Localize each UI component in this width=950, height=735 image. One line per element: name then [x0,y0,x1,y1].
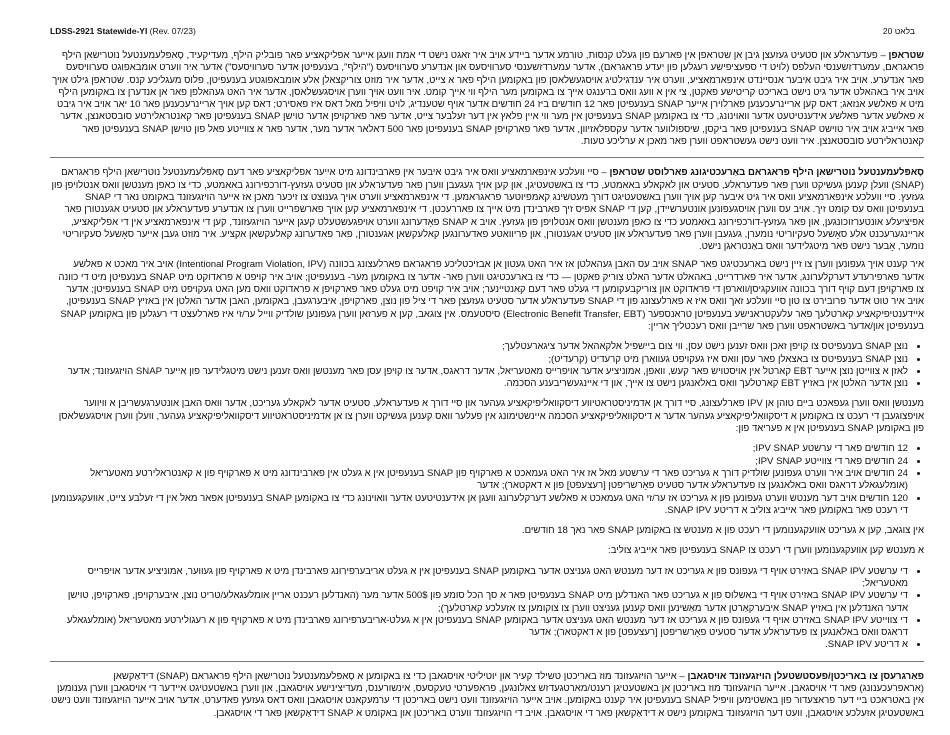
snap-privacy-section [50,167,924,253]
snap-privacy-title: סָאפּלעמענטעל נוטרישאן הילף פראגראם באַרעכטיגונג פארלוסט שטראפן [609,167,924,179]
list-item: • נוצן SNAP בענעפיטס צו קויפן זאכן וואס זענען נישט עסן, ווי צום ביישפיל אלקאהאל אדער ציגארעטלעך; [50,341,908,353]
list-item: • די צווייטע SNAP IPV באזירט אויף די געפונס פון א געריכט אז דער מענטש האט געניצט אדער באקומען SNAP בענעפיטן אין א געלט-אריבערפירונג פארבינדן מיט א פארקויף פון א רעגולירטע מאטעריאל (אומלעגאלע דראגס וואס באלאנגען צו פעדעראלע אדער סטעיט פאָרשריפטן [רעצעפט] פון א דאקטאר); אדער [50,615,908,640]
ipv-penalty-intro: מענטשן וואס ווערן געפאכט ביים טוהן אן IPV פארלעצונג, סיי דורך אן אדמיניסטראטיווע דיסקוואליפיקאציע געהער און סיי דורך א פעדעראלע, סטעיט אדער לאקאלע געריכט, אדער וואס האבן אונטערגעשריבן א וויווער אויפצוגעבן די רעכט צו באקומען א דיסקוואליפיקאציע געהער אדער א דיסקוואליפיקאציע הסכמה איינשטימונג אין פעלער וואס קענען געשיקט ווערן צו אן אדמיניסטראטיווע דיסקוואליפיקאציע געהער, וועלן ווערן אויסגעשלאסן פון באקומען SNAP בענעפיטן אין א פעריאד פון: [58,398,924,435]
page-number: בלאט 20 [882,26,915,36]
list-item: • די ערשטע SNAP IPV באזירט אויף די געפונס פון א געריכט אז דער מענטש האט געניצט אדער באקומען SNAP בענעפיטן אין א געלט אריבערפירונג פארבינדן מיט א פארקויף פון געווער, אמוניציע אדער אויפרייס מאטעריאל; [50,566,908,591]
ipv-violation-list [50,341,924,390]
snap-privacy-text: – סיי וועלכע אינפארמאציע וואס איר גיבט איבער אין פארבינדונג מיט אייער אפליקאציע פאר דעם סָאפּלעמענטעל נוטרישאן הילף פראגראם (SNAP) וועלן קענען געשיקט ווערן פאר פעדעראלע, סטעיט און לאקאלע באאמטע, כדי צו באשטעטיגן, און קען אויך געגעבן ווערן פאר פעדעראלע און סטעיט געזעץ-דורכפירונג באאמטע, כדי צו כאפן מענטשן וואס אנטלויפן פון געזעץ. סיי וועלכע אינפארמאציע וואס איר גיט איבער קען אויך ווערן באשטעטיגט דורך מעטשינג קאמפיוטער פראגראמען. די אינפארמאציע ווערט אויך גענוצט צו זיכער מאכן אז אייער הויזגעזונד באקומט נאר די SNAP בענעפיטן וואס עס קומט זיך. אויב עס ווערן אויסגעפונען אונטערשיידן, קען די SNAP אפיס זיך פארבינדן מיט אייך צו פאררעכטן. די אינפארמאציע קען אויך פארשפרייט ווערן צו אנדערע פעדעראלע און סטעיט אגענטורן פאר אפיציעלע אונטערזוכונגען, און פאר געזעץ-דורכפירונג באאמטע כדי צו כאפן מענטשן וואס אנטלויפן פון געזעץ. אויב א SNAP פאָדערונג ווערט אויפגעשטעלט קעגן אייער הויזגעזונד, קען די אינפארמאציע אין די אפליקאציע, אריינגערעכנט אלע סאָשעל סעקיוריטי נומערן, געגעבן ווערן פאר פעדעראלע און סטעיט אגענטורן, און פריוואטע פאדערונגען קאלעקשאן אגענטורן, פאר פאדערונג קאלעקשאן אקציע. איר מוזט געבן אייער סאָשעל סעקיוריטי נומער, אָבער נישט פאר מיטגלידער וואס באַנטראגן נישט. [51,167,924,253]
page-header [50,26,915,40]
penalties-section [50,50,924,148]
list-item: • די ערשטע SNAP IPV באזירט אויף די באשלוס פון א געריכט פאר האנדלען מיט SNAP בענעפיטן פאר א סך הכל סומע פון 500$ אדער מער (האנדלען רעכנט אריין אומלעגאלע/טריט נוצן, איבערקויפן, פארקויפן, טוישן אדער האנדלען אין באזיץ SNAP איבערקאַרטן אדער מאַשינען וואס קענען געניצט ווערן צו צוקומען צו אזעלכע קארטלעך); [50,590,908,615]
expenses-section [50,671,924,720]
section-divider [50,157,924,158]
list-item: • א דריטע SNAP IPV. [50,639,908,651]
list-item: • 120 חודשים אויב דער מענטש ווערט געפונען פון א געריכט אז ער/זי האט געמאכט א פאלשע דערקלערונג וועגן אן אידענטיטעט אדער וואוינונג כדי צו באקומען SNAP בענעפיטן אפאר מאל אין די זעלבע צייט, אוועקגענומען די רעכט פאר באקומען פאר אייביג צוליב א דריטע SNAP IPV. [50,493,908,518]
penalties-title: שטראפן [888,50,924,61]
form-revision: (Rev. 07/23) [147,26,196,36]
list-item: • 24 חודשים אויב איר ווערט געפונען שולדיק דורך א געריכט פאר די ערשטע מאל אז איר האט געמאכט א פארקויף פון SNAP בענעפיטן אין א געלט אין פארבינדונג מיט א פארקויף פון א קאנטראלירטע מאטעריאל (אומלעגאלע דראגס וואס באלאנגען צו פעדעראלע אדער סטעיט פאָרשריפטן [רעצעפט] פון א דאקטאר); אדער [50,468,908,493]
form-number: LDSS-2921 Statewide-YI [50,26,148,36]
permanent-intro: א מענטש קען אוועקגענומען ווערן די רעכט צו SNAP בענעפיטן פאר אייביג צוליב: [608,545,924,557]
expenses-title: פאַרגרעסן צו באריכטן/פעסטשטעלן הויזגעזונד אויסגאבן [687,670,924,682]
form-id [50,26,196,36]
list-item: • 12 חודשים פאר די ערשטע IPV SNAP; [50,443,908,455]
section-divider [50,661,924,662]
permanent-list [50,566,924,652]
expenses-text: – אייער הויזגעזונד מוז באריכטן טשילד קעיר און יוטיליטי אויסגאבן כדי צו באקומען א סָאפּלעמענטעל נוטרישאן הילף פראגראם (SNAP) דידאַקשאן (אראפרעכענונג) פאר די אויסגאבן. אייער הויזגעזונד מוז באריכטן אן באשטעטיגן רענט/מארטגעדזש צאלונגען, פראפערטי טעקסעס, אינשורענס, מעדיצינישע אויסגאבן, און ווערן באשטעטיגט איידער די אויסגאבן ווערן גענומען אין באטראכט ביי דער פראצעדור פון באשטימען וויפיל SNAP בענעפיטן איר קענט באקומען. אויב אייער הויזגעזונד וועט נישט באריכטן די ערמעקאנט אויסגאבן וואס דאס געזעץ פאדערט, אדער אויב אייער הויזגעזונד וועט נישט באשטעטיגן אזעלכע אויסגאבן, וועט דער הויזגעזונד באקומען נישט א דידאַקשאן פאר די אויסגאבן. אויב די הויזגעזונד ווערט באריכטן און באקומט א SNAP דידאַקשאן פאר די אויסגאבן. [51,670,924,719]
ipv-period-list [50,443,924,517]
court-addition: אין צוגאב, קען א געריכט אוועקגענומען די רעכט פון א מענטש צו באקומען SNAP פאר נאך 18 חודשים. [521,525,924,537]
list-item: • נוצן אדער האלטן אין באזיץ EBT קארטלעך וואס באלאנגען נישט צו אייך, און די איינגעשריבענע הסכמה. [50,378,908,390]
ipv-intro: איר קענט אויך געפונען ווערן צו זיין נישט בארעכטיגט פאר SNAP אויב עס האבן געהאלטן אז איר האט געטון אן אבזיכטליכע פראגראם פארלעצונג בכוונה (Intentional Program Violation, IPV) אויב איר מאכט א פאלשע אדער פארפירעדע דערקלערונג, אדער איר פארדרייט, באהאלט אדער האלט צוריק פאקטן — כדי צו בארעכטיגט ווערן פאר- אדער צו באקומען מער- בענעפיטן; אויב איר קויפט א פראדוקט מיט SNAP בענעפיטן מיט די כוונה צו פארקויפן דעם קויף דורך בכוונה אוועקגיסן/ווארפן די פראדוקט און צוריקבעקומען די געלט פאר דעם קאנטיינער; אויב איר קויפט מיט געלט פאר פארקויפן א פראדוקט וואס מען האט געקויפט מיט SNAP בענעפיטן; אדער אויב איר טוט אדער פרובירט צו טון סיי וועלכע זאך וואס איז א פארלעצונג פון די SNAP פעדעראלע אדער סטעיט געזעצן פאר די ציל פון נוצן, פארקויפן, איבערגעבן, באקומען, האבן אדער האלטן אין באזיץ SNAP בענעפיטן, איידענטיפיקאציע קארטלעך פאר עלעקטראנישע בענעפיטן טראנספער (Electronic Benefit Transfer, EBT) סיסטעמס. אין צוגאב, קען א פערזאן ווערן געפונען שולדיק ווייל ער/זי איז פארלעצט די רעגלען פון באקומען SNAP בענעפיטן און/אדער באשטראפט ווערן פאר שרייבן וואס רעכטליך אריין: [58,259,924,332]
document-body [50,50,924,726]
penalties-text: – פעדעראלע און סטעיט געזעצן גיבן אן שטראפן אין פארעם פון געלט קנסות, טורמע אדער ביידע אויב איר זאגט נישט די אמת וועגן אייער אפליקאציע פאר פובליק הילף, מעדיקעיד, סָאפּלעמענטעל נוטרישאן הילף פראגראם, עמערדזשענסי העלפס (לויט די ספעציפישע רעגלען פון יעדע פראגראם), אדער עמערדזשענסי סערוויסעס און אנדערע סערוויסעס ("הילף", בענעפיטן אדער סערוויסעס") אדער איר ווערט אומבאפוגט סערוויסעס פאר אנדערע. אויב איר גיבט איבער אנסיינדט אינפארמאציע, ווערט איר ענדגילטיג אויסגעשלאסן פון באקומען הילף פאר א צייט, אדער איר מוזט צוריקצאלן אלע אומבאפוגטע בענעפיטן, פלוס מעגליכע קנס. שטראפן גילט אויך אויב איר באהאלט אדער גיט נישט באריכט קריטישע פאקטן, צי אין א וועג וואס ברענגט אייך צו באקומען מער הילף ווי אייך קומט. איר וועט אויך ווערן אויסגעשלאסן, אדער איר האט געהאלפן פאר אן אנדערן צו באקומען הילף מיט א פאלשע אנזאג; דאס קען אריינרעכענען פארלוירן אייער SNAP בענעפיטן פאר 12 חודשים ביז 24 חודשים אדער אויף שטענדיג, לויט וויפיל מאל דאס איז פאסירט; דאס קען אויך אריינרעכענען פאר 10 יאר אויב איר גיבט א פאלשע אדער פאלשע אידענטיטעט אדער וואוינונג, כדי צו באקומען SNAP בענעפיטן אין מער ווי איין פלאץ אין דער זעלבער צייט, אדער פאר פארקויפן אדער טוישן SNAP בענעפיטן פאר קאנטראלירטע סובסטאנצן, אדער פאר אייביג אויב איר טוישט SNAP בענעפיטן פאר ביקסן, שיספולווער אדער עקספלאזיוון, אדער פאר פארקויפן SNAP בענעפיטן פאר 500 דאלאר אדער מער, אדער פאר א צווייטע פאל פון טוישן SNAP בענעפיטן פאר קאנטראלירטע סובסטאנצן. איר וועט נישט געשטראפט ווערן פאר מאכן א ערליכע טעות. [52,50,924,148]
list-item: • לאזן א צווייטן נוצן אייער EBT קארטל אין אויסטויש פאר קעש, וואפן, אמוניציע אדער אויפרייס מאטעריאל, אדער דראגס, אדער צו קויפן עסן פאר מענטשן וואס זענען נישט מיטגלידער פון אייער SNAP הויזגעזונד; אדער [50,366,908,378]
list-item: • 24 חודשים פאר די צווייטע IPV SNAP; [50,456,908,468]
list-item: • נוצן SNAP בענעפיטס צו באצאלן פאר עסן וואס איז געקויפט געווארן מיט קרעדיט (קרעדיט); [50,354,908,366]
